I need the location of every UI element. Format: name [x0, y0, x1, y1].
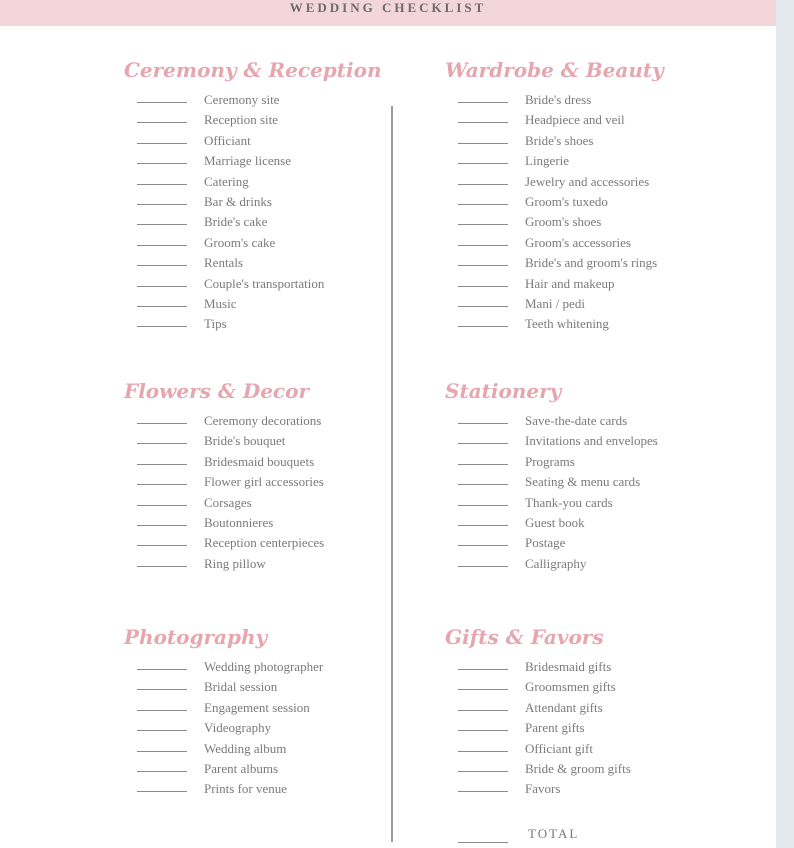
checklist-blank-line — [458, 286, 508, 287]
checklist-item-label: Attendant gifts — [525, 699, 603, 715]
section-title: Ceremony & Reception — [124, 58, 382, 82]
checklist-item-label: Groom's cake — [204, 234, 276, 250]
checklist-item-label: Wedding album — [204, 740, 287, 756]
page-title: WEDDING CHECKLIST — [289, 0, 487, 15]
section-wardrobe-beauty — [445, 55, 745, 332]
checklist-item-label: Groomsmen gifts — [525, 679, 616, 695]
checklist-blank-line — [137, 484, 187, 485]
checklist-blank-line — [458, 545, 508, 546]
checklist-blank-line — [137, 265, 187, 266]
viewer-margin — [776, 0, 794, 848]
checklist-blank-line — [458, 102, 508, 103]
checklist-item-label: Bride's cake — [204, 214, 268, 230]
checklist-blank-line — [458, 791, 508, 792]
checklist-item-label: Jewelry and accessories — [525, 173, 650, 189]
checklist-blank-line — [137, 751, 187, 752]
checklist-item-label: Officiant gift — [525, 740, 593, 756]
column-divider — [391, 106, 393, 842]
checklist-item-label: Invitations and envelopes — [525, 433, 658, 449]
checklist-blank-line — [137, 525, 187, 526]
checklist-item-label: Thank-you cards — [525, 494, 613, 510]
checklist-item-label: Prints for venue — [204, 781, 288, 797]
checklist-blank-line — [458, 751, 508, 752]
checklist-blank-line — [137, 730, 187, 731]
checklist-item-label: Wedding photographer — [204, 659, 324, 674]
checklist-blank-line — [458, 505, 508, 506]
checklist-blank-line — [137, 771, 187, 772]
checklist-item-label: Videography — [204, 720, 272, 736]
checklist-blank-line — [137, 204, 187, 205]
checklist-blank-line — [137, 545, 187, 546]
checklist-item-label: Headpiece and veil — [525, 112, 625, 128]
checklist-item-label: Catering — [204, 173, 249, 189]
checklist-blank-line — [137, 669, 187, 670]
checklist-item-label: Programs — [525, 453, 575, 469]
checklist-blank-line — [458, 464, 508, 465]
checklist-blank-line — [458, 710, 508, 711]
section-title: Photography — [124, 625, 268, 649]
section-ceremony-reception — [124, 55, 424, 332]
section-flowers-decor — [124, 376, 424, 571]
checklist-item-label: Bride's dress — [525, 92, 592, 107]
checklist-blank-line — [458, 566, 508, 567]
checklist-item-label: Favors — [525, 781, 561, 797]
checklist-blank-line — [458, 122, 508, 123]
checklist-blank-line — [137, 163, 187, 164]
checklist-item-label: Save-the-date cards — [525, 413, 628, 428]
checklist-item-label: Parent albums — [204, 760, 279, 776]
checklist-blank-line — [137, 245, 187, 246]
checklist-item-label: Corsages — [204, 494, 252, 510]
checklist-blank-line — [137, 102, 187, 103]
total-label: TOTAL — [528, 826, 580, 841]
checklist-item-label: Hair and makeup — [525, 275, 615, 291]
checklist-blank-line — [137, 566, 187, 567]
checklist-blank-line — [458, 771, 508, 772]
checklist-item-label: Lingerie — [525, 153, 570, 169]
header-band — [0, 0, 776, 26]
checklist-blank-line — [137, 224, 187, 225]
section-title: Gifts & Favors — [445, 625, 604, 649]
checklist-item-label: Bar & drinks — [204, 193, 272, 209]
checklist-item-label: Postage — [525, 535, 566, 551]
checklist-blank-line — [137, 286, 187, 287]
checklist-item-label: Bride's and groom's rings — [525, 255, 658, 271]
checklist-item-label: Reception site — [204, 112, 279, 128]
checklist-item-label: Calligraphy — [525, 555, 587, 571]
checklist-item-label: Groom's shoes — [525, 214, 602, 230]
checklist-blank-line — [137, 464, 187, 465]
checklist-item-label: Groom's accessories — [525, 234, 631, 250]
checklist-item-label: Mani / pedi — [525, 295, 585, 311]
checklist-blank-line — [458, 669, 508, 670]
checklist-blank-line — [137, 122, 187, 123]
checklist-blank-line — [137, 306, 187, 307]
checklist-item-label: Marriage license — [204, 153, 291, 169]
checklist-item-label: Flower girl accessories — [204, 474, 324, 490]
checklist-blank-line — [458, 525, 508, 526]
section-title: Stationery — [445, 379, 562, 403]
checklist-blank-line — [458, 163, 508, 164]
checklist-blank-line — [458, 689, 508, 690]
checklist-item-label: Couple's transportation — [204, 275, 325, 291]
checklist-item-label: Parent gifts — [525, 720, 585, 736]
checklist-blank-line — [458, 484, 508, 485]
checklist-item-label: Bridal session — [204, 679, 278, 695]
checklist-item-label: Guest book — [525, 514, 585, 530]
section-gifts-favors — [445, 622, 745, 797]
checklist-blank-line — [137, 423, 187, 424]
checklist-item-label: Officiant — [204, 132, 251, 148]
checklist-item-label: Rentals — [204, 255, 243, 271]
checklist-blank-line — [458, 423, 508, 424]
checklist-item-label: Music — [204, 295, 237, 311]
checklist-blank-line — [458, 245, 508, 246]
checklist-blank-line — [458, 730, 508, 731]
checklist-blank-line — [458, 204, 508, 205]
section-title: Wardrobe & Beauty — [445, 58, 664, 82]
section-photography — [124, 622, 424, 797]
checklist-item-label: Bride & groom gifts — [525, 760, 631, 776]
checklist-item-label: Bridesmaid bouquets — [204, 453, 315, 469]
checklist-blank-line — [137, 689, 187, 690]
checklist-blank-line — [137, 143, 187, 144]
checklist-item-label: Boutonnieres — [204, 514, 274, 530]
checklist-blank-line — [137, 184, 187, 185]
checklist-item-label: Teeth whitening — [525, 316, 609, 332]
checklist-blank-line — [458, 224, 508, 225]
checklist-blank-line — [458, 326, 508, 327]
checklist-item-label: Groom's tuxedo — [525, 193, 608, 209]
checklist-blank-line — [458, 265, 508, 266]
checklist-blank-line — [137, 710, 187, 711]
total-blank-line — [458, 842, 508, 843]
checklist-item-label: Ring pillow — [204, 555, 266, 571]
checklist-item-label: Engagement session — [204, 699, 310, 715]
checklist-blank-line — [458, 143, 508, 144]
checklist-blank-line — [137, 505, 187, 506]
checklist-blank-line — [458, 443, 508, 444]
checklist-item-label: Bride's shoes — [525, 132, 594, 148]
checklist-item-label: Seating & menu cards — [525, 474, 641, 490]
checklist-blank-line — [137, 326, 187, 327]
checklist-item-label: Ceremony decorations — [204, 413, 322, 428]
section-title: Flowers & Decor — [124, 379, 309, 403]
checklist-item-label: Ceremony site — [204, 92, 280, 107]
checklist-item-label: Bridesmaid gifts — [525, 659, 612, 674]
checklist-item-label: Bride's bouquet — [204, 433, 286, 449]
checklist-blank-line — [458, 184, 508, 185]
checklist-blank-line — [137, 443, 187, 444]
checklist-item-label: Tips — [204, 316, 227, 332]
checklist-blank-line — [458, 306, 508, 307]
section-stationery — [445, 376, 745, 571]
checklist-blank-line — [137, 791, 187, 792]
checklist-item-label: Reception centerpieces — [204, 535, 325, 551]
